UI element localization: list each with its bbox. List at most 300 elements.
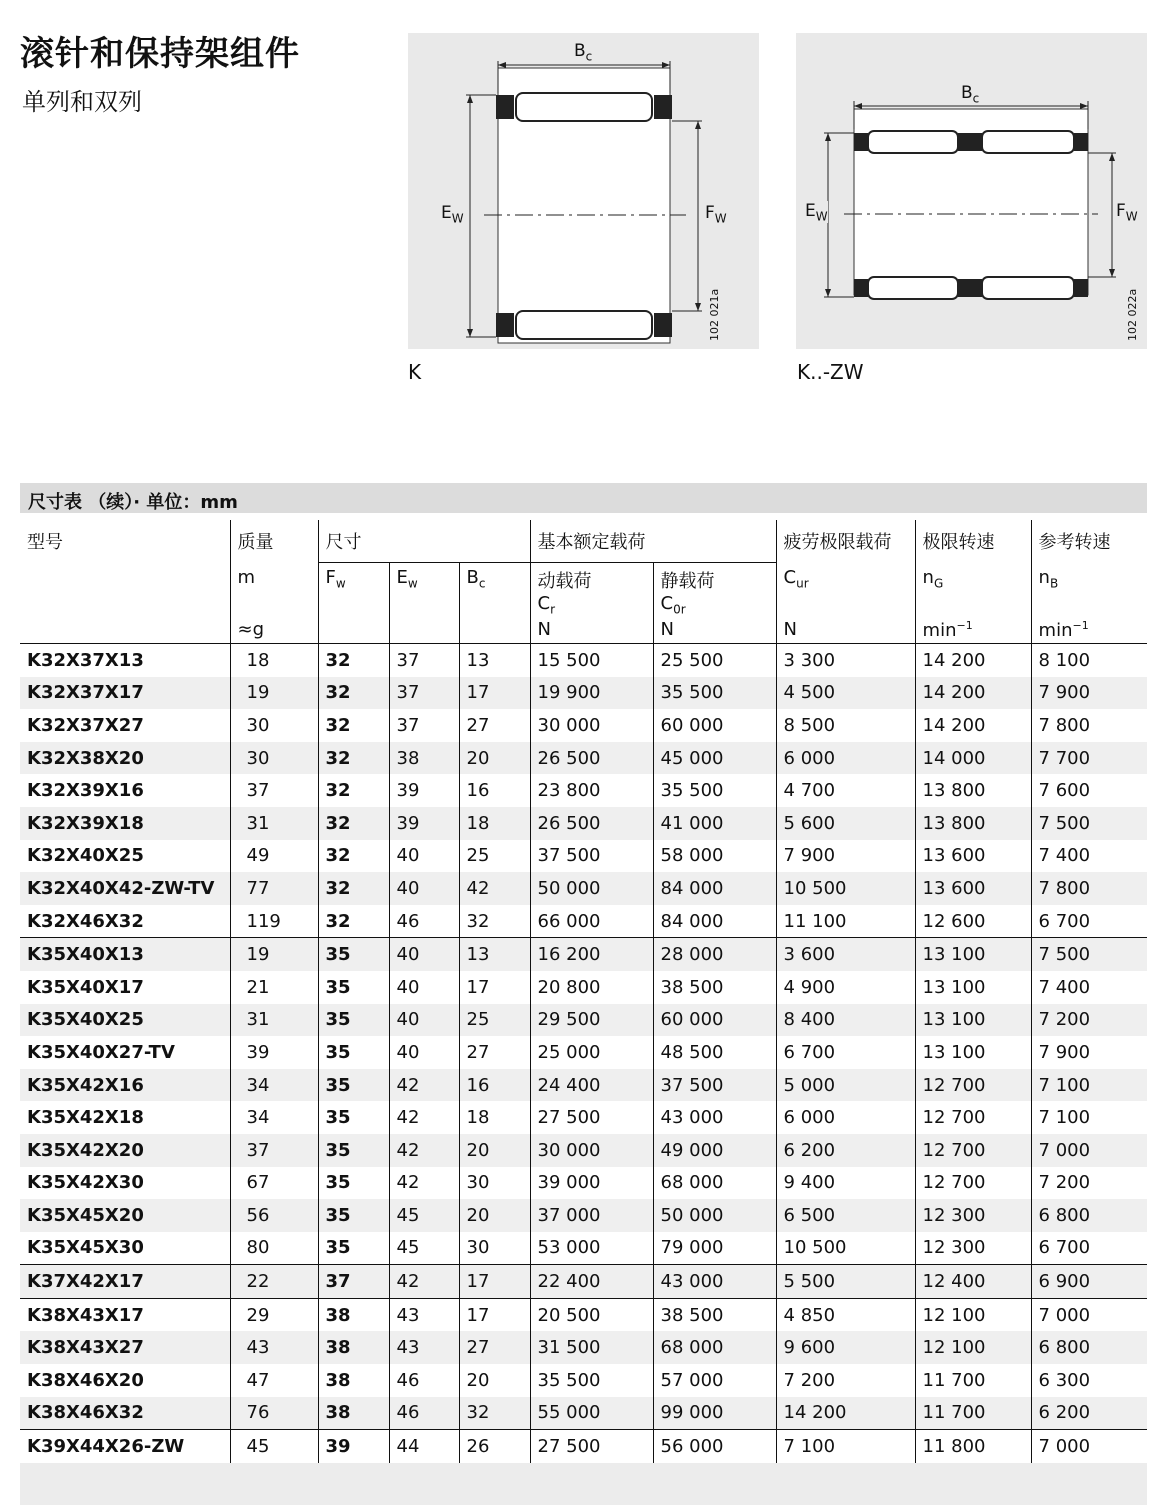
cell-mass: 67 xyxy=(230,1167,318,1200)
cell-model: K35X40X17 xyxy=(27,976,144,998)
cell-cur: 6 000 xyxy=(776,1101,915,1134)
cell-bc: 30 xyxy=(459,1232,530,1265)
header-blank xyxy=(20,619,230,644)
cell-fw: 32 xyxy=(318,807,389,840)
dimension-fw-label: $F_W$ xyxy=(705,203,727,226)
table-body xyxy=(20,644,1147,1463)
table-row xyxy=(20,709,1147,742)
cell-cr: 15 500 xyxy=(530,644,653,677)
cell-fw: 35 xyxy=(318,1069,389,1102)
header-nb: $n_B$ xyxy=(1031,563,1147,620)
cell-model: K35X45X30 xyxy=(27,1237,144,1259)
cell-fw: 32 xyxy=(318,742,389,775)
cell-ng: 13 800 xyxy=(915,774,1031,807)
cell-mass: 56 xyxy=(230,1199,318,1232)
cell-nb: 6 800 xyxy=(1031,1331,1147,1364)
cell-cr: 37 500 xyxy=(530,840,653,873)
cell-ew: 42 xyxy=(389,1069,459,1102)
cell-model: K38X43X27 xyxy=(20,1331,230,1364)
cell-c0r: 28 000 xyxy=(653,938,776,971)
unit-blank xyxy=(459,619,530,644)
dimension-fw-label: $F_W$ xyxy=(1116,201,1138,224)
table-caption-band xyxy=(20,483,1147,513)
cell-mass: 37 xyxy=(230,774,318,807)
cell-bc: 27 xyxy=(459,1036,530,1069)
table-row xyxy=(20,1101,1147,1134)
cell-fw: 35 xyxy=(318,1134,389,1167)
header-limit-speed: 极限转速 xyxy=(915,520,1031,563)
cell-cr: 30 000 xyxy=(530,709,653,742)
cell-nb: 7 000 xyxy=(1031,1298,1147,1331)
header-ew: $E_w$ xyxy=(389,563,459,620)
cell-cur: 11 100 xyxy=(776,905,915,938)
cell-mass: 30 xyxy=(230,742,318,775)
cell-cur: 8 400 xyxy=(776,1004,915,1037)
cell-model: K32X46X32 xyxy=(27,910,144,932)
dimension-bc-label: $B_c$ xyxy=(961,83,980,106)
cell-nb: 7 900 xyxy=(1031,677,1147,710)
cell-cur: 4 850 xyxy=(776,1298,915,1331)
cell-ng: 13 100 xyxy=(915,938,1031,971)
cell-ew: 38 xyxy=(389,742,459,775)
cell-fw: 38 xyxy=(318,1364,389,1397)
cell-bc: 26 xyxy=(459,1430,530,1463)
page-subtitle: 单列和双列 xyxy=(22,88,142,116)
cell-nb: 7 700 xyxy=(1031,742,1147,775)
cell-ew: 42 xyxy=(389,1134,459,1167)
cell-model: K35X45X20 xyxy=(20,1199,230,1232)
cell-ew: 43 xyxy=(389,1298,459,1331)
cell-ng: 13 100 xyxy=(915,1004,1031,1037)
cell-c0r: 68 000 xyxy=(653,1331,776,1364)
cell-c0r: 48 500 xyxy=(653,1036,776,1069)
cell-ew: 45 xyxy=(389,1199,459,1232)
cell-model: K38X46X20 xyxy=(27,1369,144,1391)
cell-ng: 13 100 xyxy=(915,1036,1031,1069)
cell-mass: 47 xyxy=(230,1364,318,1397)
cell-c0r: 56 000 xyxy=(653,1430,776,1463)
cell-model: K32X37X17 xyxy=(20,677,230,710)
figure-k xyxy=(408,33,759,349)
cell-bc: 16 xyxy=(459,1069,530,1102)
cell-nb: 7 400 xyxy=(1031,840,1147,873)
cell-ng: 13 600 xyxy=(915,840,1031,873)
cell-ew: 39 xyxy=(389,807,459,840)
cell-cur: 10 500 xyxy=(776,1232,915,1265)
cell-bc: 13 xyxy=(459,644,530,677)
cell-nb: 8 100 xyxy=(1031,644,1147,677)
cell-model: K32X39X18 xyxy=(20,807,230,840)
cell-cr: 30 000 xyxy=(530,1134,653,1167)
cell-fw: 38 xyxy=(318,1298,389,1331)
cell-fw: 35 xyxy=(318,1101,389,1134)
cell-cr: 26 500 xyxy=(530,807,653,840)
cell-cur: 6 700 xyxy=(776,1036,915,1069)
cell-cr: 29 500 xyxy=(530,1004,653,1037)
cell-mass: 34 xyxy=(230,1069,318,1102)
cell-nb: 7 800 xyxy=(1031,709,1147,742)
cell-ew: 40 xyxy=(389,938,459,971)
cell-ng: 14 200 xyxy=(915,709,1031,742)
table-row xyxy=(20,840,1147,873)
cell-mass: 31 xyxy=(230,1004,318,1037)
table-row xyxy=(20,1232,1147,1265)
table-row xyxy=(20,872,1147,905)
header-m: m xyxy=(230,563,318,620)
cell-nb: 6 900 xyxy=(1031,1265,1147,1299)
cell-fw: 32 xyxy=(318,872,389,905)
cell-cr: 25 000 xyxy=(530,1036,653,1069)
cell-fw: 32 xyxy=(318,840,389,873)
table-row xyxy=(20,742,1147,775)
cell-c0r: 84 000 xyxy=(653,872,776,905)
cell-ew: 43 xyxy=(389,1331,459,1364)
cell-cr: 16 200 xyxy=(530,938,653,971)
cell-ew: 37 xyxy=(389,677,459,710)
cell-bc: 17 xyxy=(459,1298,530,1331)
table-row xyxy=(20,644,1147,677)
cell-model: K35X42X16 xyxy=(20,1069,230,1102)
cell-ng: 14 200 xyxy=(915,644,1031,677)
cell-bc: 42 xyxy=(459,872,530,905)
cell-ng: 14 200 xyxy=(915,677,1031,710)
cell-mass: 39 xyxy=(230,1036,318,1069)
cell-bc: 20 xyxy=(459,742,530,775)
cell-ew: 40 xyxy=(389,840,459,873)
table-row xyxy=(20,1364,1147,1397)
table-row xyxy=(20,807,1147,840)
cell-model: K32X40X42-ZW-TV xyxy=(20,872,230,905)
cell-cr: 50 000 xyxy=(530,872,653,905)
cell-cr: 20 800 xyxy=(530,971,653,1004)
header-dynamic: 动载荷 $C_r$ xyxy=(530,563,653,620)
cell-cr: 20 500 xyxy=(530,1298,653,1331)
cell-ew: 42 xyxy=(389,1167,459,1200)
cell-cr: 66 000 xyxy=(530,905,653,938)
table-row xyxy=(20,1199,1147,1232)
header-fatigue: 疲劳极限载荷 xyxy=(776,520,915,563)
cell-ew: 46 xyxy=(389,1364,459,1397)
cell-mass: 19 xyxy=(230,677,318,710)
header-ref-speed: 参考转速 xyxy=(1031,520,1147,563)
cell-ew: 40 xyxy=(389,1036,459,1069)
diagram-k-zw xyxy=(796,33,1147,349)
table-row xyxy=(20,971,1147,1004)
cell-ew: 39 xyxy=(389,774,459,807)
cell-ng: 12 300 xyxy=(915,1232,1031,1265)
cell-mass: 29 xyxy=(230,1298,318,1331)
unit-cr: N xyxy=(530,619,653,644)
cell-model: K38X46X32 xyxy=(20,1397,230,1430)
page-title: 滚针和保持架组件 xyxy=(20,34,300,74)
cell-c0r: 41 000 xyxy=(653,807,776,840)
cell-fw: 32 xyxy=(318,905,389,938)
cell-cr: 39 000 xyxy=(530,1167,653,1200)
cell-fw: 32 xyxy=(318,677,389,710)
cell-nb: 7 200 xyxy=(1031,1004,1147,1037)
cell-bc: 18 xyxy=(459,807,530,840)
cell-ew: 46 xyxy=(389,905,459,938)
header-mass: 质量 xyxy=(230,520,318,563)
dimension-ew-label: $E_W$ xyxy=(441,203,464,226)
header-blank xyxy=(20,563,230,620)
cell-c0r: 84 000 xyxy=(653,905,776,938)
cell-fw: 37 xyxy=(318,1265,389,1299)
cell-ng: 12 100 xyxy=(915,1331,1031,1364)
cell-cr: 31 500 xyxy=(530,1331,653,1364)
cell-ng: 12 300 xyxy=(915,1199,1031,1232)
cell-bc: 20 xyxy=(459,1134,530,1167)
cell-mass: 30 xyxy=(230,709,318,742)
header-basic-load: 基本额定载荷 xyxy=(530,520,776,563)
cell-fw: 38 xyxy=(318,1397,389,1430)
cell-mass: 119 xyxy=(230,905,318,938)
cell-ng: 11 700 xyxy=(915,1364,1031,1397)
cell-c0r: 38 500 xyxy=(653,1298,776,1331)
cell-cr: 26 500 xyxy=(530,742,653,775)
header-static: 静载荷 $C_{0r}$ xyxy=(653,563,776,620)
cell-bc: 17 xyxy=(459,677,530,710)
cell-c0r: 49 000 xyxy=(653,1134,776,1167)
cell-ew: 40 xyxy=(389,1004,459,1037)
cell-cr: 23 800 xyxy=(530,774,653,807)
cell-nb: 7 400 xyxy=(1031,971,1147,1004)
cell-cur: 3 300 xyxy=(776,644,915,677)
cell-c0r: 25 500 xyxy=(653,644,776,677)
cell-cr: 37 000 xyxy=(530,1199,653,1232)
cell-mass: 22 xyxy=(230,1265,318,1299)
cell-ng: 12 400 xyxy=(915,1265,1031,1299)
cell-fw: 35 xyxy=(318,1199,389,1232)
cell-cur: 7 900 xyxy=(776,840,915,873)
cell-c0r: 35 500 xyxy=(653,677,776,710)
cell-cr: 53 000 xyxy=(530,1232,653,1265)
cell-nb: 7 200 xyxy=(1031,1167,1147,1200)
cell-nb: 7 500 xyxy=(1031,807,1147,840)
cell-bc: 17 xyxy=(459,971,530,1004)
table-row xyxy=(20,1265,1147,1299)
table-row xyxy=(20,1298,1147,1331)
table-row xyxy=(20,1134,1147,1167)
table-row xyxy=(20,938,1147,971)
cell-ew: 42 xyxy=(389,1101,459,1134)
cell-ng: 14 000 xyxy=(915,742,1031,775)
cell-model: K35X40X25 xyxy=(20,1004,230,1037)
cell-cur: 9 600 xyxy=(776,1331,915,1364)
footer-band xyxy=(20,1463,1147,1505)
cell-mass: 21 xyxy=(230,971,318,1004)
cell-fw: 38 xyxy=(318,1331,389,1364)
cell-ew: 44 xyxy=(389,1430,459,1463)
cell-ew: 46 xyxy=(389,1397,459,1430)
cell-model: K35X42X20 xyxy=(20,1134,230,1167)
header-model: 型号 xyxy=(27,532,63,553)
cell-fw: 35 xyxy=(318,1167,389,1200)
table-row xyxy=(20,677,1147,710)
cell-mass: 77 xyxy=(230,872,318,905)
cell-cur: 8 500 xyxy=(776,709,915,742)
cell-cur: 4 700 xyxy=(776,774,915,807)
cell-model: K35X40X27-TV xyxy=(27,1041,175,1063)
cell-c0r: 60 000 xyxy=(653,709,776,742)
unit-c0r: N xyxy=(653,619,776,644)
cell-ng: 11 800 xyxy=(915,1430,1031,1463)
cell-fw: 32 xyxy=(318,644,389,677)
cell-ew: 45 xyxy=(389,1232,459,1265)
table-row xyxy=(20,774,1147,807)
cell-mass: 18 xyxy=(230,644,318,677)
cell-fw: 32 xyxy=(318,774,389,807)
figure-k-zw-label: K..-ZW xyxy=(797,360,864,384)
cell-mass: 31 xyxy=(230,807,318,840)
figure-code: 102 021a xyxy=(708,288,721,341)
cell-nb: 6 800 xyxy=(1031,1199,1147,1232)
header-ng: $n_G$ xyxy=(915,563,1031,620)
cell-mass: 45 xyxy=(230,1430,318,1463)
cell-cur: 10 500 xyxy=(776,872,915,905)
cell-fw: 39 xyxy=(318,1430,389,1463)
cell-mass: 49 xyxy=(230,840,318,873)
header-fw: $F_w$ xyxy=(318,563,389,620)
cell-nb: 6 300 xyxy=(1031,1364,1147,1397)
cell-ew: 40 xyxy=(389,971,459,1004)
cell-cur: 4 500 xyxy=(776,677,915,710)
cell-ng: 12 700 xyxy=(915,1134,1031,1167)
cell-nb: 7 900 xyxy=(1031,1036,1147,1069)
cell-bc: 25 xyxy=(459,1004,530,1037)
unit-cur: N xyxy=(776,619,915,644)
cell-cr: 55 000 xyxy=(530,1397,653,1430)
cell-nb: 6 700 xyxy=(1031,905,1147,938)
table-row xyxy=(20,1004,1147,1037)
cell-mass: 37 xyxy=(230,1134,318,1167)
cell-bc: 13 xyxy=(459,938,530,971)
cell-bc: 18 xyxy=(459,1101,530,1134)
table-row xyxy=(20,1397,1147,1430)
unit-nb: $\min^{-1}$ xyxy=(1031,619,1147,644)
cell-c0r: 35 500 xyxy=(653,774,776,807)
cell-fw: 35 xyxy=(318,1036,389,1069)
cell-cur: 5 000 xyxy=(776,1069,915,1102)
cell-nb: 7 000 xyxy=(1031,1134,1147,1167)
cell-c0r: 58 000 xyxy=(653,840,776,873)
cell-c0r: 43 000 xyxy=(653,1265,776,1299)
cell-bc: 17 xyxy=(459,1265,530,1299)
cell-mass: 80 xyxy=(230,1232,318,1265)
cell-ng: 13 100 xyxy=(915,971,1031,1004)
cell-bc: 32 xyxy=(459,905,530,938)
cell-c0r: 99 000 xyxy=(653,1397,776,1430)
cell-c0r: 68 000 xyxy=(653,1167,776,1200)
unit-blank xyxy=(389,619,459,644)
table-row xyxy=(20,1069,1147,1102)
cell-ng: 13 600 xyxy=(915,872,1031,905)
cell-cur: 6 000 xyxy=(776,742,915,775)
table-row xyxy=(20,905,1147,938)
dimension-bc-label: $B_c$ xyxy=(574,41,593,64)
cell-cur: 4 900 xyxy=(776,971,915,1004)
cell-c0r: 57 000 xyxy=(653,1364,776,1397)
cell-bc: 16 xyxy=(459,774,530,807)
cell-ng: 12 700 xyxy=(915,1167,1031,1200)
cell-cr: 27 500 xyxy=(530,1101,653,1134)
cell-nb: 7 100 xyxy=(1031,1101,1147,1134)
cell-model: K38X43X17 xyxy=(20,1298,230,1331)
figure-code: 102 022a xyxy=(1126,288,1139,341)
cell-bc: 30 xyxy=(459,1167,530,1200)
cell-cur: 3 600 xyxy=(776,938,915,971)
cell-model: K32X38X20 xyxy=(20,742,230,775)
cell-nb: 6 200 xyxy=(1031,1397,1147,1430)
cell-cur: 7 100 xyxy=(776,1430,915,1463)
table-row xyxy=(20,1331,1147,1364)
cell-cur: 5 600 xyxy=(776,807,915,840)
cell-cur: 9 400 xyxy=(776,1167,915,1200)
cell-ng: 12 100 xyxy=(915,1298,1031,1331)
cell-c0r: 45 000 xyxy=(653,742,776,775)
cell-cr: 24 400 xyxy=(530,1069,653,1102)
cell-fw: 35 xyxy=(318,938,389,971)
table-row xyxy=(20,1036,1147,1069)
cell-cr: 19 900 xyxy=(530,677,653,710)
cell-cr: 35 500 xyxy=(530,1364,653,1397)
cell-cur: 14 200 xyxy=(776,1397,915,1430)
cell-cur: 7 200 xyxy=(776,1364,915,1397)
cell-ng: 11 700 xyxy=(915,1397,1031,1430)
cell-nb: 7 000 xyxy=(1031,1430,1147,1463)
cell-cr: 22 400 xyxy=(530,1265,653,1299)
table-row xyxy=(20,1430,1147,1463)
cell-nb: 7 500 xyxy=(1031,938,1147,971)
cell-mass: 43 xyxy=(230,1331,318,1364)
dimension-ew-label: $E_W$ xyxy=(805,201,828,224)
cell-model: K32X37X13 xyxy=(27,649,144,671)
unit-ng: $\min^{-1}$ xyxy=(915,619,1031,644)
cell-c0r: 43 000 xyxy=(653,1101,776,1134)
cell-model: K37X42X17 xyxy=(20,1265,230,1299)
cell-cr: 27 500 xyxy=(530,1430,653,1463)
diagram-k xyxy=(408,33,759,349)
cell-fw: 35 xyxy=(318,1232,389,1265)
cell-model: K35X42X30 xyxy=(27,1172,144,1194)
cell-model: K35X40X13 xyxy=(20,938,230,971)
cell-c0r: 37 500 xyxy=(653,1069,776,1102)
cell-fw: 32 xyxy=(318,709,389,742)
cell-nb: 6 700 xyxy=(1031,1232,1147,1265)
cell-fw: 35 xyxy=(318,1004,389,1037)
cell-cur: 6 500 xyxy=(776,1199,915,1232)
cell-bc: 27 xyxy=(459,709,530,742)
cell-ew: 40 xyxy=(389,872,459,905)
cell-nb: 7 100 xyxy=(1031,1069,1147,1102)
cell-ng: 12 700 xyxy=(915,1101,1031,1134)
cell-ew: 37 xyxy=(389,709,459,742)
dimension-table xyxy=(20,520,1147,1463)
cell-ew: 42 xyxy=(389,1265,459,1299)
cell-mass: 19 xyxy=(230,938,318,971)
cell-model: K39X44X26-ZW xyxy=(20,1430,230,1463)
header-bc: $B_c$ xyxy=(459,563,530,620)
unit-mass: ≈g xyxy=(230,619,318,644)
cell-nb: 7 600 xyxy=(1031,774,1147,807)
cell-bc: 32 xyxy=(459,1397,530,1430)
figure-k-zw xyxy=(796,33,1147,349)
table-row xyxy=(20,1167,1147,1200)
cell-model: K35X42X18 xyxy=(27,1107,144,1129)
cell-ng: 12 600 xyxy=(915,905,1031,938)
table-caption: 尺寸表 （续）· 单位：mm xyxy=(28,492,238,513)
cell-c0r: 60 000 xyxy=(653,1004,776,1037)
